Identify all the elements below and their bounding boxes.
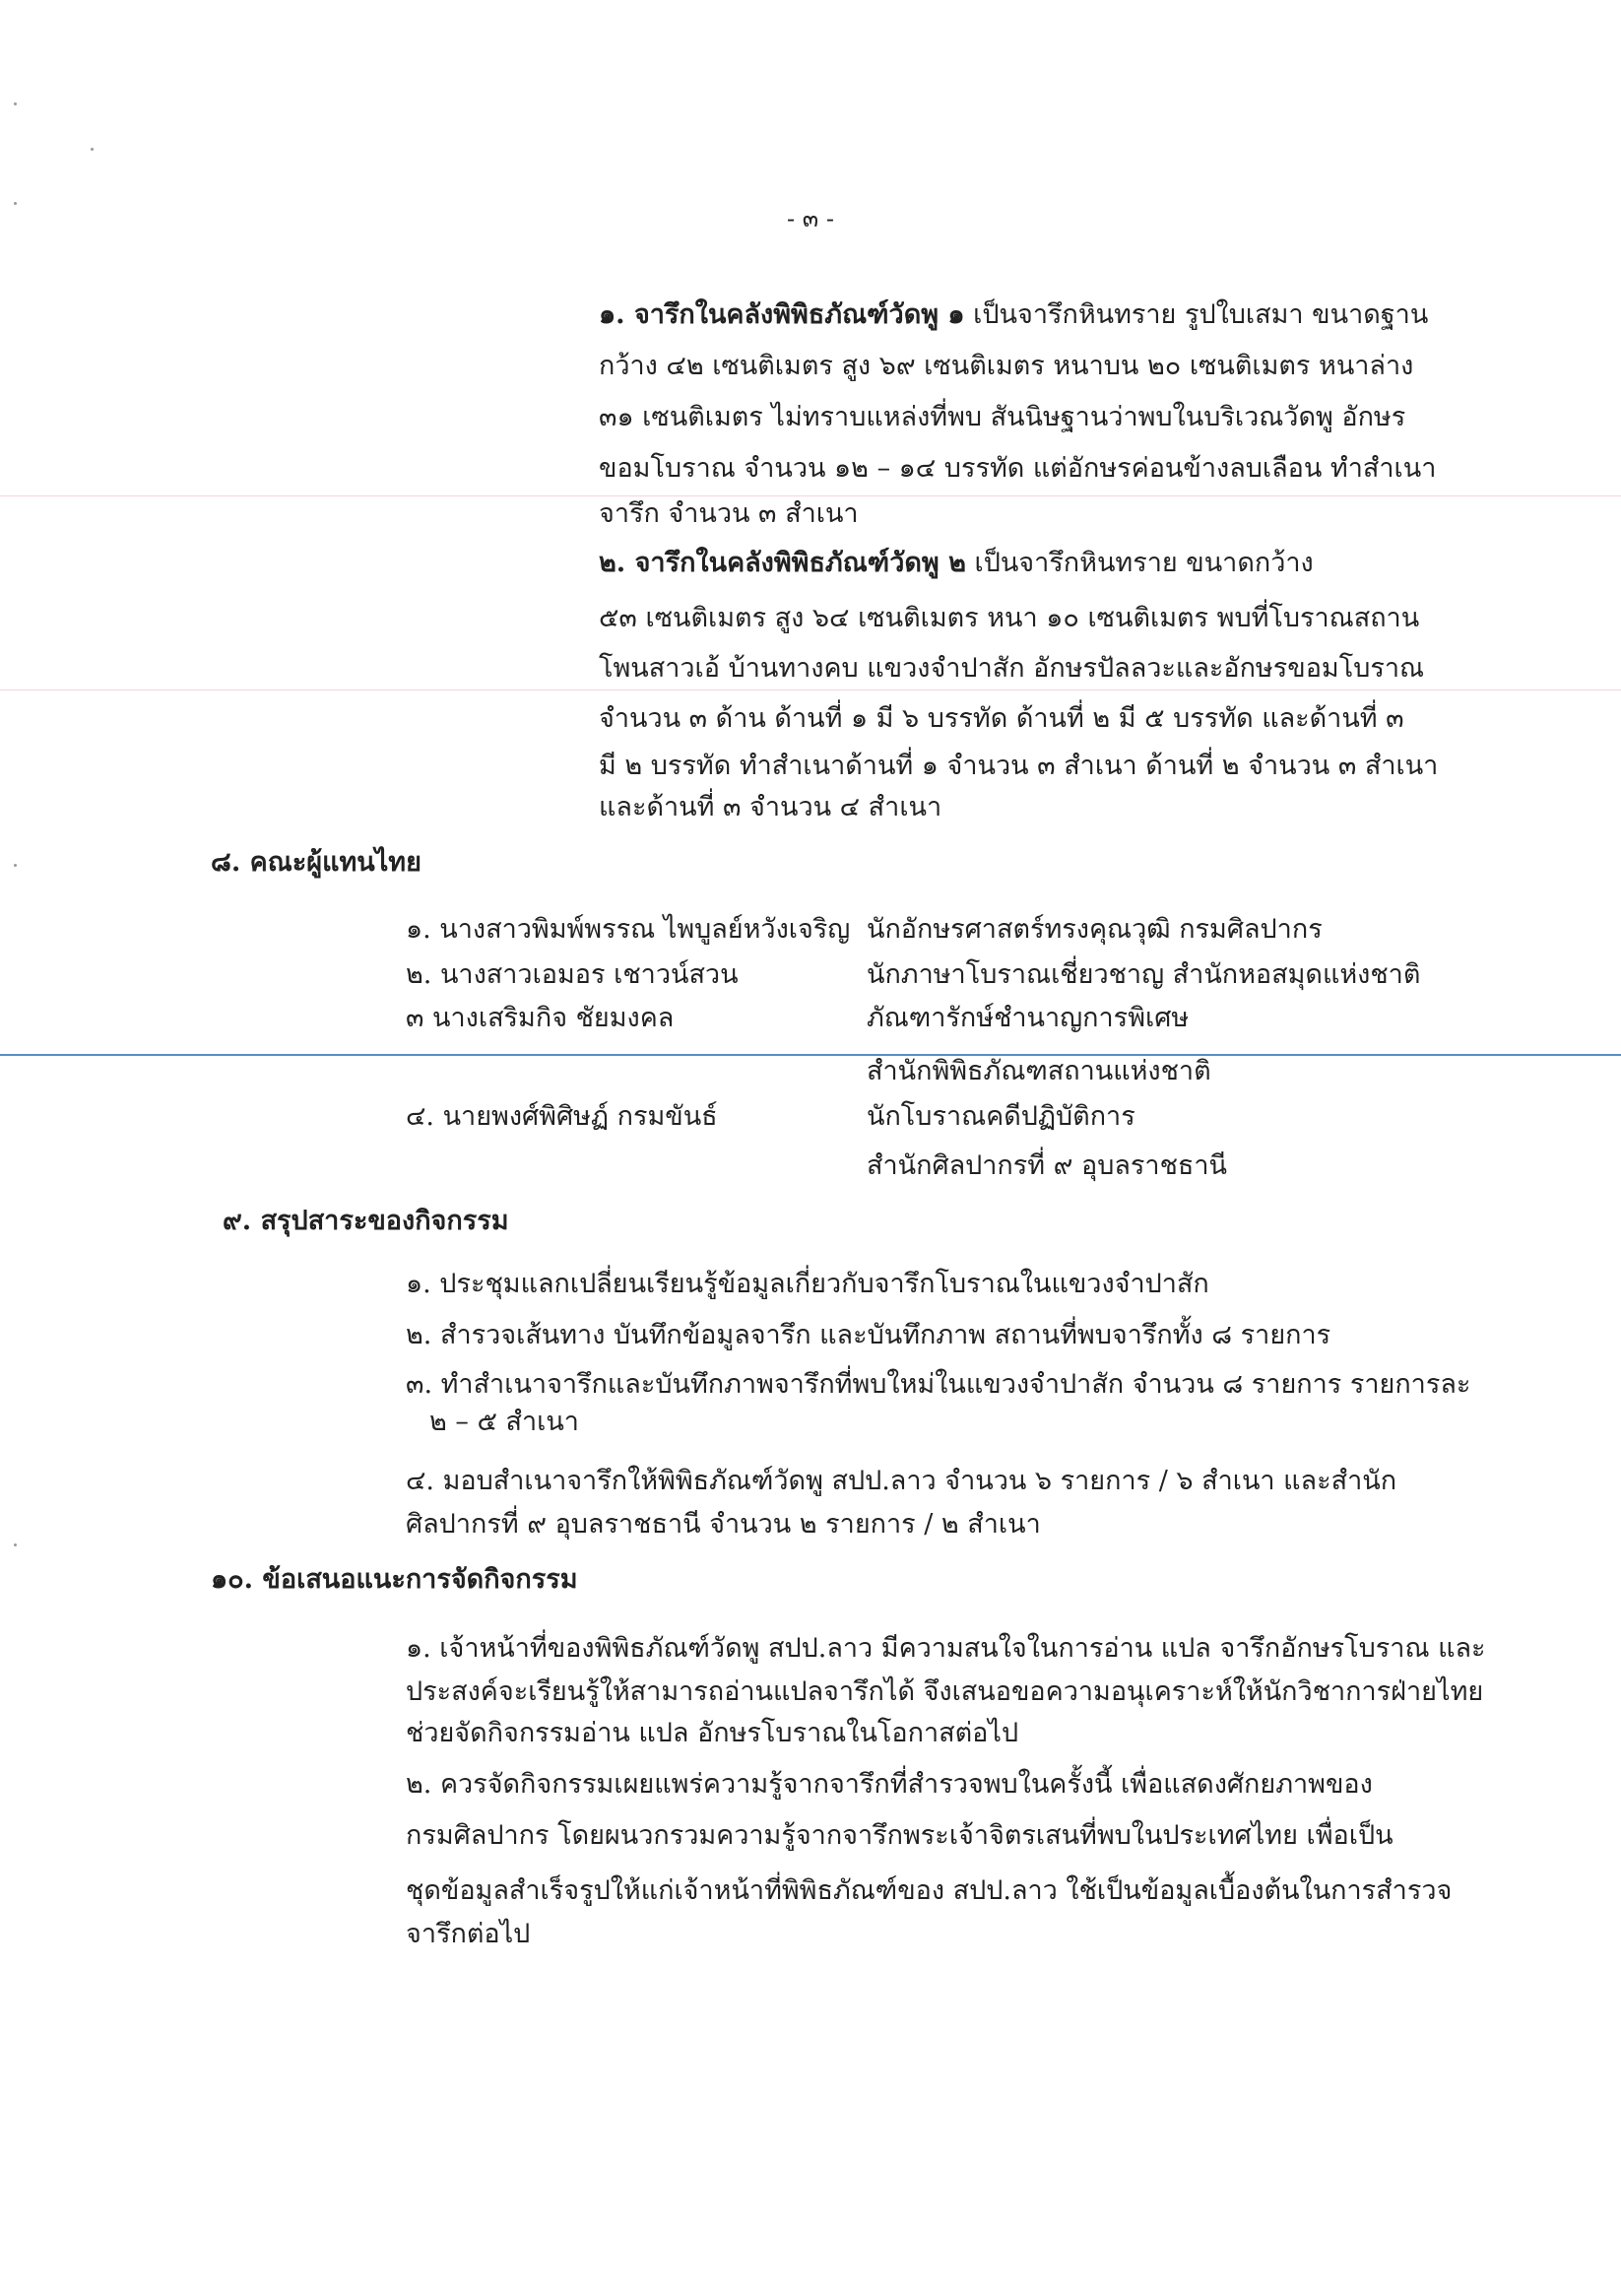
scan-speck [14,102,17,105]
item1-line: ขอมโบราณ จำนวน ๑๒ – ๑๔ บรรทัด แต่อักษรค่อนข้างลบเลือน ทำสำเนา [599,453,1437,484]
recommendation-line: ช่วยจัดกิจกรรมอ่าน แปล อักษรโบราณในโอกาสต่อไป [406,1718,1019,1748]
member-name: ๒. นางสาวเอมอร เชาวน์สวน [406,959,739,990]
item2-first-line [599,550,1314,576]
scan-speck [14,1543,17,1546]
item2-line: และด้านที่ ๓ จำนวน ๔ สำเนา [599,792,942,822]
summary-item: ๔. มอบสำเนาจารึกให้พิพิธภัณฑ์วัดพู สปป.ลาว จำนวน ๖ รายการ / ๖ สำเนา และสำนัก [406,1466,1397,1496]
scan-line [0,495,1621,496]
member-role: ภัณฑารักษ์ชำนาญการพิเศษ [867,1003,1190,1033]
member-role: นักโบราณคดีปฏิบัติการ [867,1101,1135,1132]
recommendation-line: ๒. ควรจัดกิจกรรมเผยแพร่ความรู้จากจารึกที่สำรวจพบในครั้งนี้ เพื่อแสดงศักยภาพของ [406,1769,1373,1800]
member-role: สำนักพิพิธภัณฑสถานแห่งชาติ [867,1056,1211,1086]
item2-heading: ๒. จารึกในคลังพิพิธภัณฑ์วัดพู ๒ [599,548,966,578]
summary-item-cont: ๒ – ๕ สำเนา [429,1407,579,1437]
recommendation-line: ชุดข้อมูลสำเร็จรูปให้แก่เจ้าหน้าที่พิพิธภัณฑ์ของ สปป.ลาว ใช้เป็นข้อมูลเบื้องต้นในการสำรวจ [406,1875,1453,1906]
scan-speck [14,864,17,867]
page-number: - ๓ - [787,205,834,232]
scan-line [0,689,1621,690]
member-role: นักภาษาโบราณเชี่ยวชาญ สำนักหอสมุดแห่งชาติ [867,959,1421,990]
member-role: สำนักศิลปากรที่ ๙ อุบลราชธานี [867,1150,1228,1181]
recommendation-line: จารึกต่อไป [406,1919,531,1949]
item2-line: มี ๒ บรรทัด ทำสำเนาด้านที่ ๑ จำนวน ๓ สำเนา ด้านที่ ๒ จำนวน ๓ สำเนา [599,751,1439,781]
section10-heading: ๑๐. ข้อเสนอแนะการจัดกิจกรรม [211,1564,578,1595]
item1-line: จารึก จำนวน ๓ สำเนา [599,498,859,529]
section8-heading: ๘. คณะผู้แทนไทย [211,847,421,878]
summary-item: ๒. สำรวจเส้นทาง บันทึกข้อมูลจารึก และบันทึกภาพ สถานที่พบจารึกทั้ง ๘ รายการ [406,1320,1331,1350]
item1-description: เป็นจารึกหินทราย รูปใบเสมา ขนาดฐาน [973,299,1429,330]
item2-line: ๕๓ เซนติเมตร สูง ๖๔ เซนติเมตร หนา ๑๐ เซนติเมตร พบที่โบราณสถาน [599,603,1420,633]
item2-line: โพนสาวเอ้ บ้านทางคบ แขวงจำปาสัก อักษรปัลลวะและอักษรขอมโบราณ [599,653,1425,684]
item1-line: ๓๑ เซนติเมตร ไม่ทราบแหล่งที่พบ สันนิษฐานว่าพบในบริเวณวัดพู อักษร [599,402,1406,432]
item1-heading: ๑. จารึกในคลังพิพิธภัณฑ์วัดพู ๑ [599,299,965,330]
summary-item: ๑. ประชุมแลกเปลี่ยนเรียนรู้ข้อมูลเกี่ยวกับจารึกโบราณในแขวงจำปาสัก [406,1269,1209,1299]
member-name: ๓ นางเสริมกิจ ชัยมงคล [406,1003,675,1033]
item1-first-line [599,301,1428,328]
member-role: นักอักษรศาสตร์ทรงคุณวุฒิ กรมศิลปากร [867,914,1323,945]
member-name: ๔. นายพงศ์พิศิษฏ์ กรมขันธ์ [406,1101,718,1132]
item2-line: จำนวน ๓ ด้าน ด้านที่ ๑ มี ๖ บรรทัด ด้านที่ ๒ มี ๕ บรรทัด และด้านที่ ๓ [599,703,1404,734]
recommendation-line: ๑. เจ้าหน้าที่ของพิพิธภัณฑ์วัดพู สปป.ลาว มีความสนใจในการอ่าน แปล จารึกอักษรโบราณ และ [406,1633,1486,1664]
item2-description: เป็นจารึกหินทราย ขนาดกว้าง [974,548,1314,578]
recommendation-line: ประสงค์จะเรียนรู้ให้สามารถอ่านแปลจารึกได้ จึงเสนอขอความอนุเคราะห์ให้นักวิชาการฝ่ายไทย [406,1676,1484,1707]
scan-line [0,1054,1621,1056]
member-name: ๑. นางสาวพิมพ์พรรณ ไพบูลย์หวังเจริญ [406,914,851,945]
section9-heading: ๙. สรุปสาระของกิจกรรม [223,1206,509,1236]
summary-item-cont: ศิลปากรที่ ๙ อุบลราชธานี จำนวน ๒ รายการ / ๒ สำเนา [406,1509,1041,1540]
scan-speck [14,202,17,205]
scan-speck [91,148,94,151]
recommendation-line: กรมศิลปากร โดยผนวกรวมความรู้จากจารึกพระเจ้าจิตรเสนที่พบในประเทศไทย เพื่อเป็น [406,1820,1394,1851]
item1-line: กว้าง ๔๒ เซนติเมตร สูง ๖๙ เซนติเมตร หนาบน ๒๐ เซนติเมตร หนาล่าง [599,351,1414,381]
summary-item: ๓. ทำสำเนาจารึกและบันทึกภาพจารึกที่พบใหม่ในแขวงจำปาสัก จำนวน ๘ รายการ รายการละ [406,1369,1471,1400]
